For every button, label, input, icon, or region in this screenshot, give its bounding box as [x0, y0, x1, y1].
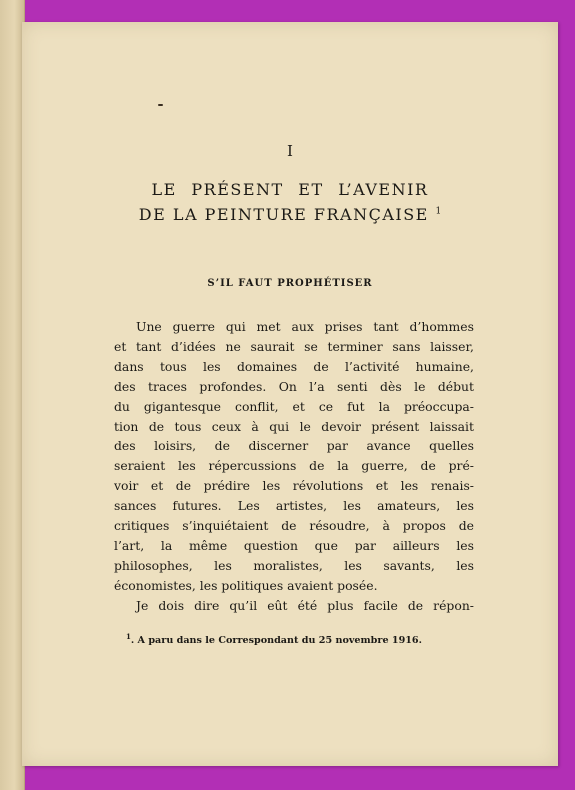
body-line-6: tion de tous ceux à qui le devoir présent laissait — [114, 418, 474, 434]
body-line-12: l’art, la même question que par ailleurs les — [114, 537, 474, 553]
chapter-title-line-2-text: DE LA PEINTURE FRANÇAISE — [138, 205, 429, 224]
chapter-number: I — [287, 142, 293, 160]
footnote-reference[interactable]: 1 — [435, 206, 442, 217]
body-line-9: voir et de prédire les révolutions et les renais- — [114, 478, 474, 494]
footnote-text: . A paru dans le Correspondant du 25 novembre 1916. — [130, 635, 422, 647]
body-line-15: Je dois dire qu’il eût été plus facile de répon- — [136, 597, 474, 613]
body-line-1: Une guerre qui met aux prises tant d’hommes — [136, 319, 474, 334]
body-line-14: économistes, les politiques avaient posée. — [114, 577, 378, 593]
body-line-2: et tant d’idées ne saurait se terminer sans laisser, — [114, 338, 474, 354]
ink-speck — [158, 104, 163, 106]
chapter-title-line-2 — [22, 205, 558, 224]
body-line-11: critiques s’inquiétaient de résoudre, à propos de — [114, 518, 474, 534]
section-heading: S’IL FAUT PROPHÉTISER — [207, 278, 373, 289]
body-line-4: des traces profondes. On l’a senti dès le début — [114, 378, 474, 394]
body-line-5: du gigantesque conflit, et ce fut la préoccupa- — [114, 398, 474, 414]
body-line-8: seraient les répercussions de la guerre, de pré- — [114, 458, 474, 474]
body-line-10: sances futures. Les artistes, les amateurs, les — [114, 498, 474, 514]
body-line-3: dans tous les domaines de l’activité humaine, — [114, 358, 474, 374]
book-page — [22, 22, 558, 766]
body-paragraph — [114, 317, 474, 616]
body-line-7: des loisirs, de discerner par avance quelles — [114, 438, 474, 454]
footnote — [126, 632, 466, 646]
footnote-marker: 1 — [126, 632, 131, 641]
body-line-13: philosophes, les moralistes, les savants, les — [114, 557, 474, 573]
chapter-title-line-1: LE PRÉSENT ET L’AVENIR — [151, 180, 429, 199]
